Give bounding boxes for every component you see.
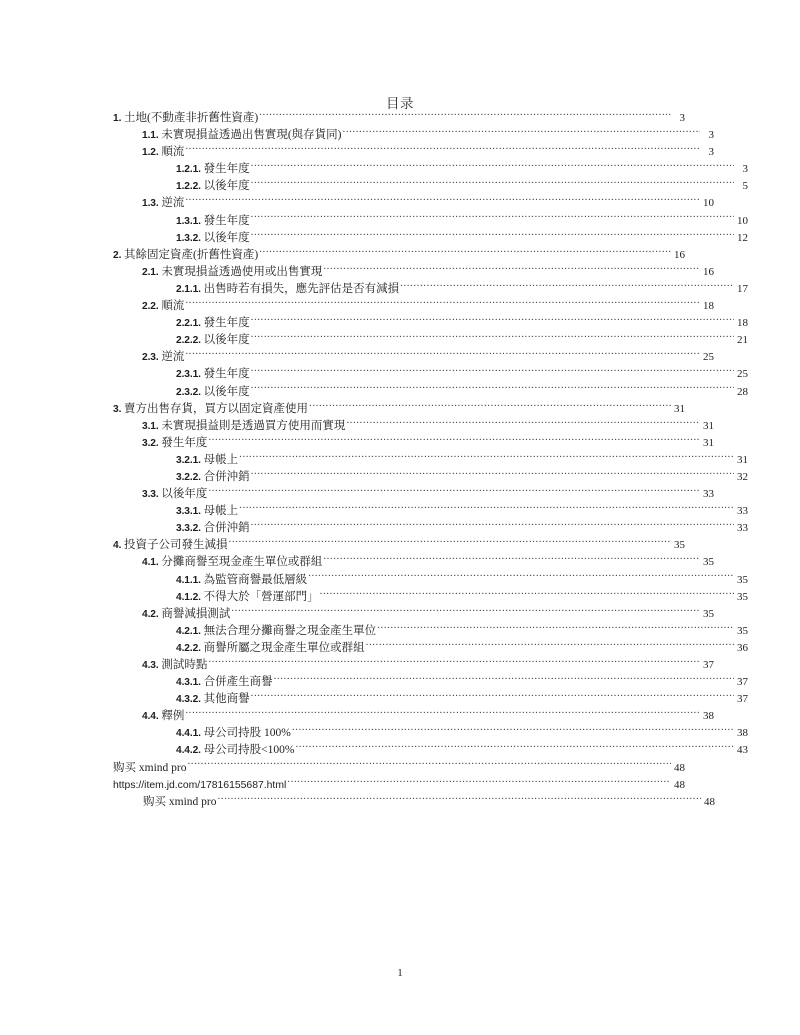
toc-entry[interactable] <box>113 707 714 724</box>
toc-entry[interactable] <box>113 536 685 553</box>
toc-entry[interactable] <box>113 690 748 707</box>
toc-entry-text: 其餘固定資產(折舊性資產) <box>124 248 259 261</box>
toc-entry-text: 合併產生商譽 <box>203 676 273 689</box>
toc-entry-number: 2. <box>113 249 122 261</box>
toc-dot-leader <box>251 177 734 189</box>
toc-entry[interactable] <box>113 297 714 314</box>
toc-entry[interactable] <box>113 519 748 536</box>
toc-dot-leader <box>208 485 700 497</box>
toc-entry-page-number: 10 <box>703 197 714 210</box>
toc-entry-label <box>142 127 342 143</box>
toc-entry-page-number: 38 <box>703 710 714 723</box>
toc-entry-label <box>176 384 250 400</box>
toc-entry-label <box>176 366 250 382</box>
toc-entry-label <box>176 742 294 758</box>
toc-entry[interactable] <box>113 502 748 519</box>
toc-entry-text: 未實現損益透過使用或出售實現 <box>161 265 323 278</box>
toc-entry-number: 1.3.1. <box>176 215 201 227</box>
toc-entry-number: 2.2.1. <box>176 318 201 330</box>
toc-entry-text: 母帳上 <box>203 453 239 466</box>
toc-entry-text: 測試時點 <box>161 659 208 671</box>
toc-entry[interactable] <box>113 451 748 468</box>
toc-entry-number: 2.3.2. <box>176 386 201 398</box>
toc-entry-page-number: 48 <box>674 778 685 791</box>
toc-entry[interactable] <box>113 280 748 297</box>
toc-entry-text: 购买 xmind pro <box>143 795 217 808</box>
toc-entry-page-number: 16 <box>674 248 685 261</box>
toc-dot-leader <box>251 690 734 702</box>
toc-entry-text: 以後年度 <box>203 231 250 244</box>
toc-entry-page-number: 35 <box>737 624 748 637</box>
toc-dot-leader <box>259 246 671 258</box>
toc-dot-leader <box>251 365 734 377</box>
toc-entry[interactable] <box>113 656 714 673</box>
toc-entry[interactable] <box>113 143 714 160</box>
toc-entry-text: 賣方出售存貨，買方以固定資產使用 <box>124 402 309 415</box>
toc-entry[interactable] <box>113 759 685 776</box>
toc-entry-label <box>176 230 250 246</box>
toc-entry-number: 4.4.2. <box>176 745 201 757</box>
toc-entry-label <box>176 589 319 605</box>
toc-entry-page-number: 31 <box>674 402 685 415</box>
toc-entry-number: 3.2.1. <box>176 454 201 466</box>
toc-entry[interactable] <box>113 793 715 810</box>
toc-dot-leader <box>251 229 734 241</box>
toc-entry-text: 商譽減損測試 <box>161 607 231 620</box>
toc-entry-page-number: 10 <box>737 214 748 227</box>
toc-entry-page-number: 3 <box>742 163 748 176</box>
toc-entry-label <box>176 520 250 536</box>
toc-entry-label <box>176 213 250 229</box>
toc-dot-leader <box>343 126 700 138</box>
toc-entry-label <box>176 725 291 741</box>
toc-entry-text: 未實現損益則是透過買方使用而實現 <box>161 419 346 432</box>
toc-entry-number: 3.3. <box>142 489 159 501</box>
toc-dot-leader <box>346 417 700 429</box>
toc-entry-label <box>142 144 184 160</box>
toc-entry-text: 购买 xmind pro <box>113 761 187 774</box>
toc-entry[interactable] <box>113 263 714 280</box>
toc-dot-leader <box>231 605 700 617</box>
toc-entry-page-number: 32 <box>737 470 748 483</box>
toc-dot-leader <box>251 383 734 395</box>
toc-dot-leader <box>208 656 700 668</box>
toc-entry-label <box>142 298 184 314</box>
toc-entry-number: 1.2.2. <box>176 181 201 193</box>
toc-entry-text: 合併沖銷 <box>203 522 250 535</box>
toc-entry-text: 發生年度 <box>161 436 208 449</box>
toc-entry-text: 發生年度 <box>203 214 250 227</box>
toc-entry-page-number: 35 <box>703 607 714 620</box>
toc-entry-page-number: 33 <box>703 488 714 501</box>
toc-entry[interactable] <box>113 622 748 639</box>
toc-entry-page-number: 3 <box>708 146 714 159</box>
toc-entry-number: 2.2. <box>142 301 159 313</box>
toc-entry-number: 4.3. <box>142 660 159 671</box>
toc-entry-label <box>176 178 250 194</box>
toc-entry-text: 商譽所屬之現金產生單位或群組 <box>203 641 365 654</box>
toc-entry-number: 4. <box>113 540 122 552</box>
toc-dot-leader <box>251 314 734 326</box>
toc-entry-number: 4.3.2. <box>176 694 201 706</box>
toc-entry-label <box>176 572 307 588</box>
toc-dot-leader <box>251 160 734 172</box>
toc-entry-number: 3.3.2. <box>176 523 201 535</box>
toc-entry[interactable] <box>113 331 748 348</box>
toc-entry[interactable] <box>113 571 748 588</box>
toc-entry[interactable] <box>113 246 685 263</box>
toc-entry[interactable] <box>113 229 748 246</box>
toc-entry-page-number: 31 <box>703 419 714 432</box>
toc-entry-text: 發生年度 <box>203 317 250 330</box>
toc-entry-label <box>142 195 184 211</box>
toc-entry-number: 4.4. <box>142 711 159 723</box>
toc-entry-label <box>176 691 250 707</box>
toc-entry-page-number: 43 <box>737 744 748 757</box>
toc-entry-page-number: 48 <box>674 761 685 774</box>
toc-entry-text: 出售時若有損失，應先評估是否有減損 <box>203 282 400 295</box>
toc-entry-text: 分攤商譽至現金產生單位或群組 <box>161 556 323 569</box>
toc-entry-number: 1. <box>113 113 122 124</box>
toc-entry-page-number: 48 <box>704 795 715 808</box>
toc-entry-label <box>142 657 207 673</box>
table-of-contents <box>113 109 748 810</box>
toc-entry-number: 3.3.1. <box>176 506 201 518</box>
toc-entry[interactable] <box>113 673 748 690</box>
toc-entry[interactable] <box>113 348 714 365</box>
toc-entry[interactable] <box>113 212 748 229</box>
footer-page-number: 1 <box>397 967 403 979</box>
toc-entry-label <box>142 349 184 365</box>
toc-entry-page-number: 37 <box>737 676 748 689</box>
toc-dot-leader <box>185 297 700 309</box>
toc-entry-text: 以後年度 <box>161 488 208 501</box>
toc-dot-leader <box>251 519 734 531</box>
toc-dot-leader <box>185 143 700 155</box>
toc-entry[interactable] <box>113 468 748 485</box>
toc-entry-text: 母帳上 <box>203 505 239 518</box>
toc-entry-page-number: 35 <box>703 556 714 569</box>
toc-entry-text: 順流 <box>161 146 185 159</box>
toc-entry-number: 4.1.1. <box>176 574 201 586</box>
toc-entry-text: 為監管商譽最低層級 <box>203 573 308 586</box>
toc-entry-page-number: 31 <box>737 453 748 466</box>
toc-entry-label <box>142 554 322 570</box>
toc-entry[interactable] <box>113 365 748 382</box>
toc-entry-number: 2.3.1. <box>176 369 201 381</box>
toc-entry-text: 釋例 <box>161 710 185 723</box>
toc-entry[interactable] <box>113 177 748 194</box>
toc-entry-page-number: 18 <box>737 317 748 330</box>
toc-entry-label <box>142 606 230 622</box>
toc-entry[interactable] <box>113 434 714 451</box>
toc-entry-label <box>176 674 273 690</box>
toc-entry-number: 4.3.1. <box>176 677 201 689</box>
toc-entry-page-number: 25 <box>703 351 714 364</box>
toc-entry-label <box>176 452 238 468</box>
toc-entry[interactable] <box>113 126 714 143</box>
toc-entry-text: 順流 <box>161 300 185 313</box>
toc-entry-number: 2.1. <box>142 266 159 278</box>
toc-entry-number: 3.1. <box>142 420 159 432</box>
toc-entry[interactable] <box>113 417 714 434</box>
toc-entry-page-number: 3 <box>708 129 714 142</box>
toc-entry-text: 母公司持股 100% <box>203 727 291 740</box>
toc-dot-leader <box>251 468 734 480</box>
toc-entry-page-number: 3 <box>679 112 685 124</box>
toc-entry-number: 4.4.1. <box>176 728 201 740</box>
toc-entry[interactable] <box>113 776 685 793</box>
toc-entry-number: 1.2. <box>142 147 159 159</box>
toc-entry-text: 發生年度 <box>203 163 250 176</box>
toc-dot-leader <box>185 348 700 360</box>
toc-entry[interactable] <box>113 639 748 656</box>
toc-entry-page-number: 35 <box>737 573 748 586</box>
toc-dot-leader <box>377 622 734 634</box>
toc-entry-page-number: 12 <box>737 231 748 244</box>
toc-entry[interactable] <box>113 588 748 605</box>
toc-entry[interactable] <box>113 553 714 570</box>
toc-entry-page-number: 31 <box>703 436 714 449</box>
toc-entry-text: 以後年度 <box>203 385 250 398</box>
toc-entry-page-number: 25 <box>737 368 748 381</box>
toc-entry-text: 母公司持股<100% <box>203 744 295 757</box>
toc-dot-leader <box>309 400 671 412</box>
toc-entry-label <box>176 332 250 348</box>
toc-entry-label <box>143 794 216 810</box>
toc-entry-number: 4.2. <box>142 608 159 620</box>
toc-entry[interactable] <box>113 485 714 502</box>
toc-entry[interactable] <box>113 194 714 211</box>
toc-entry-label <box>176 161 250 177</box>
toc-entry[interactable] <box>113 741 748 758</box>
toc-dot-leader <box>239 502 734 514</box>
toc-entry-label <box>176 469 250 485</box>
toc-dot-leader <box>187 759 671 771</box>
toc-entry-label <box>176 315 250 331</box>
toc-entry-text: 以後年度 <box>203 334 250 347</box>
toc-dot-leader <box>217 793 701 805</box>
toc-entry-page-number: 35 <box>737 590 748 603</box>
toc-entry-text: 合併沖銷 <box>203 470 250 483</box>
toc-dot-leader <box>292 724 734 736</box>
toc-dot-leader <box>185 707 700 719</box>
toc-entry-number: 4.2.1. <box>176 625 201 637</box>
toc-entry-page-number: 17 <box>737 282 748 295</box>
toc-entry-label <box>113 110 258 126</box>
toc-entry-label <box>142 486 207 502</box>
toc-dot-leader <box>320 588 734 600</box>
toc-entry-number: 1.3.2. <box>176 232 201 244</box>
page-title: 目录 <box>386 96 414 111</box>
toc-dot-leader <box>308 571 734 583</box>
toc-entry[interactable] <box>113 400 685 417</box>
toc-entry-page-number: 38 <box>737 727 748 740</box>
toc-entry[interactable] <box>113 314 748 331</box>
toc-dot-leader <box>185 194 700 206</box>
toc-dot-leader <box>323 263 700 275</box>
toc-dot-leader <box>366 639 734 651</box>
toc-dot-leader <box>323 553 700 565</box>
toc-entry[interactable] <box>113 605 714 622</box>
toc-dot-leader <box>295 741 734 753</box>
toc-entry-page-number: 36 <box>737 641 748 654</box>
toc-entry-label <box>113 760 186 776</box>
toc-entry-label <box>176 503 238 519</box>
toc-entry-number: 1.2.1. <box>176 164 201 176</box>
toc-entry-page-number: 33 <box>737 522 748 535</box>
toc-entry-text: 逆流 <box>161 197 185 210</box>
toc-entry-page-number: 33 <box>737 505 748 518</box>
toc-entry-label <box>142 418 345 434</box>
toc-entry-text: https://item.jd.com/17816155687.html <box>113 779 287 791</box>
toc-entry-text: 土地(不動產非折舊性資產) <box>124 112 259 124</box>
toc-dot-leader <box>400 280 734 292</box>
toc-dot-leader <box>287 776 671 788</box>
toc-entry-label <box>113 777 286 793</box>
toc-entry-page-number: 18 <box>703 300 714 313</box>
toc-entry-page-number: 21 <box>737 334 748 347</box>
toc-entry-text: 其他商譽 <box>203 693 250 706</box>
toc-entry-label <box>176 623 376 639</box>
toc-entry-page-number: 37 <box>737 693 748 706</box>
toc-entry-text: 投資子公司發生減損 <box>124 539 228 552</box>
toc-entry-label <box>176 640 365 656</box>
toc-entry-text: 以後年度 <box>203 180 250 193</box>
toc-entry-number: 3.2. <box>142 437 159 449</box>
toc-entry-page-number: 37 <box>703 659 714 671</box>
toc-dot-leader <box>251 212 734 224</box>
toc-entry-page-number: 28 <box>737 385 748 398</box>
toc-entry-label <box>142 708 184 724</box>
toc-entry[interactable] <box>113 724 748 741</box>
toc-entry-number: 4.1. <box>142 557 159 569</box>
toc-entry-number: 2.1.1. <box>176 283 201 295</box>
toc-dot-leader <box>259 109 671 121</box>
toc-entry-text: 不得大於「營運部門」 <box>203 590 319 603</box>
toc-entry-page-number: 5 <box>742 180 748 193</box>
toc-entry-number: 4.2.2. <box>176 642 201 654</box>
toc-entry[interactable] <box>113 109 685 126</box>
toc-entry-number: 4.1.2. <box>176 591 201 603</box>
toc-dot-leader <box>239 451 734 463</box>
toc-entry-label <box>113 401 308 417</box>
toc-entry-text: 無法合理分攤商譽之現金產生單位 <box>203 624 377 637</box>
toc-dot-leader <box>229 536 671 548</box>
toc-entry-number: 2.3. <box>142 352 159 364</box>
toc-entry-text: 未實現損益透過出售實現(與存貨同) <box>161 129 342 142</box>
toc-entry[interactable] <box>113 383 748 400</box>
toc-entry-page-number: 16 <box>703 265 714 278</box>
toc-dot-leader <box>208 434 700 446</box>
toc-entry-label <box>113 247 258 263</box>
toc-entry[interactable] <box>113 160 748 177</box>
toc-entry-label <box>142 264 322 280</box>
toc-entry-text: 發生年度 <box>203 368 250 381</box>
toc-entry-number: 1.1. <box>142 130 159 142</box>
toc-dot-leader <box>274 673 734 685</box>
toc-entry-number: 3.2.2. <box>176 471 201 483</box>
toc-entry-label <box>142 435 207 451</box>
toc-entry-label <box>176 281 399 297</box>
toc-entry-number: 3. <box>113 403 122 415</box>
toc-entry-label <box>113 537 228 553</box>
toc-entry-page-number: 35 <box>674 539 685 552</box>
toc-entry-text: 逆流 <box>161 351 185 364</box>
toc-entry-number: 2.2.2. <box>176 335 201 347</box>
toc-dot-leader <box>251 331 734 343</box>
toc-entry-number: 1.3. <box>142 198 159 210</box>
